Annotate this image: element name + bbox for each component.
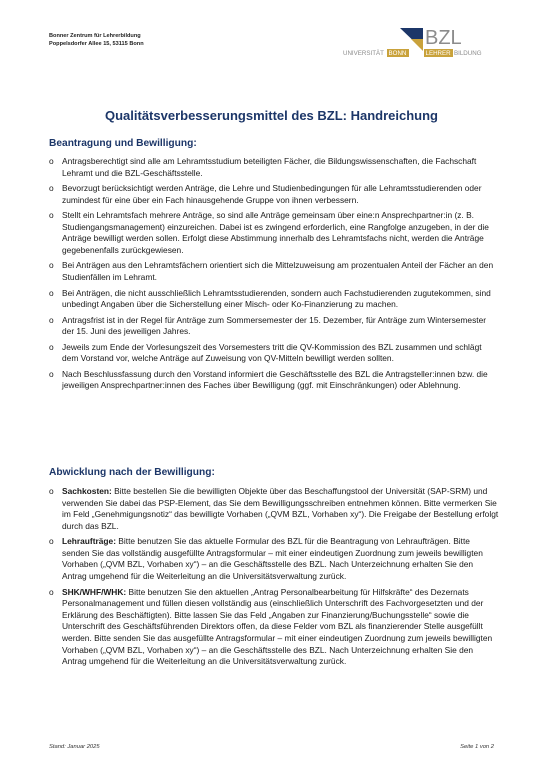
list-item-text: Antragsberechtigt sind alle am Lehramtsstudium beteiligten Fächer, die Bildungswissenschaften, die Fachschaft Lehramt und die BZL-Geschäftsstelle. [62, 156, 477, 178]
list-item [49, 156, 499, 179]
list-item [49, 342, 499, 365]
logo-triangle-gold [411, 39, 423, 51]
list-item [49, 288, 499, 311]
footer-date: Stand: Januar 2025 [49, 744, 100, 750]
list-item-text: Nach Beschlussfassung durch den Vorstand informiert die Geschäftsstelle des BZL die Antragsteller:innen bzw. die jeweiligen Ansprechpartner:innen des Faches über Bewilligung (ggf. mit Einschränkungen) oder Ablehnung. [62, 368, 488, 391]
list-item-label: Sachkosten: [62, 486, 112, 496]
application-list [49, 156, 499, 396]
processing-list [49, 486, 499, 672]
bullet-icon: o [49, 314, 54, 325]
list-item-text: Antragsfrist ist in der Regel für Anträge zum Sommersemester der 15. Dezember, für Anträge zum Wintersemester der 15. Juni des jeweiligen Jahres. [62, 314, 487, 337]
bullet-icon: o [49, 287, 54, 298]
list-item [49, 183, 499, 206]
list-item-text: Bitte benutzen Sie das aktuelle Formular des BZL für die Beantragung von Lehraufträgen. Bitte senden Sie das vollständig ausgefüllte Antragsformular – mit einer eindeutigen Zuordnung zum jeweils bewilligten Vorhaben („QVM BZL, Vorhaben xy“) – an die Geschäftsstelle des BZL. Nach Unterzeichnung erhalten Sie den Antrag umgehend für die Weiterleitung an die Universitätsverwaltung zurück. [62, 536, 483, 582]
list-item-text: Jeweils zum Ende der Vorlesungszeit des Vorsemesters tritt die QV-Kommission des BZL zusammen und schlägt dem Vorstand vor, welche Anträge auf Zuweisung von QV-Mitteln bewilligt werden sollten. [62, 341, 482, 364]
list-item-text: Bitte bestellen Sie die bewilligten Objekte über das Beschaffungstool der Universität (SAP-SRM) und verwenden Sie dabei das PSP-Element, das Sie dem Bewilligungsschreiben entnehmen können. Bitte vermerken Sie im Feld „Genehmigungsnotiz“ das bewilligte Vorhaben („QVM BZL, Vorhaben xy“). Die Freigabe der Bestellung erfolgt durch das BZL. [62, 486, 499, 531]
bzl-logo [343, 24, 493, 58]
list-item-text: Bitte benutzen Sie den aktuellen „Antrag Personalbearbeitung für Hilfskräfte“ des Dezernats Personalmanagement und füllen diesen vollständig aus (einschließlich Unterschrift des Fachvorgesetzten und der Erklärung des Beschäftigten). Bitte lassen Sie das Feld „Angaben zur Finanzierung/Buchungsstelle“ sowie die Unterschrift des Geschäftsführenden Direktors offen, da diese Felder vom BZL als finanzierender Stelle ausgefüllt werden. Bitte senden Sie das ausgefüllte Antragsformular – mit einer eindeutigen Zuordnung zum jeweils bewilligten Vorhaben („QVM BZL, Vorhaben xy“) – an die Geschäftsstelle des BZL. Nach Unterzeichnung erhalten Sie den Antrag umgehend für die Weiterleitung an die Universitätsverwaltung zurück. [62, 586, 493, 667]
bullet-icon: o [49, 368, 54, 379]
logo-lehrer-text: LEHRER [425, 50, 451, 57]
list-item [49, 260, 499, 283]
address-line-street: Poppelsdorfer Allee 15, 53115 Bonn [49, 41, 144, 47]
bullet-icon: o [49, 210, 54, 221]
list-item-text: Bevorzugt berücksichtigt werden Anträge, die Lehre und Studienbedingungen für alle Lehramtsstudierenden oder zumindest für eine über ein Fach hinausgehende Gruppe von ihnen verbessern. [62, 183, 482, 205]
list-item [49, 315, 499, 338]
list-item [49, 587, 499, 668]
bullet-icon: o [49, 183, 54, 194]
logo-university-text: UNIVERSITÄT [343, 50, 384, 57]
bullet-icon: o [49, 260, 54, 271]
list-item-text: Stellt ein Lehramtsfach mehrere Anträge, so sind alle Anträge gemeinsam über eine:n Ansprechpartner:in (z. B. Studiengangsmanagement) einzureichen. Dabei ist es zwingend erforderlich, eine Rangfolge anzugeben, in der die Anträge bewilligt werden sollen. Erfolgt diese Abstimmung innerhalb des Lehramtsfachs nicht, werden die Anträge gegebenenfalls zurückgewiesen. [62, 210, 489, 255]
list-item-label: SHK/WHF/WHK: [62, 586, 127, 597]
logo-bildung-text: BILDUNG [454, 50, 482, 57]
bullet-icon: o [49, 586, 54, 597]
logo-bonn-text: BONN [388, 50, 407, 57]
list-item-text: Bei Anträgen, die nicht ausschließlich Lehramtsstudierenden, sondern auch Fachstudierenden zugutekommen, sind unbedingt Angaben über die Sicherstellung einer Misch- oder Ko-Finanzierung zu machen. [62, 287, 491, 310]
list-item [49, 369, 499, 392]
list-item [49, 210, 499, 256]
list-item-text: Bei Anträgen aus den Lehramtsfächern orientiert sich die Mittelzuweisung am prozentualen Anteil der Fächer an den Studienfällen im Lehramt. [62, 260, 494, 283]
bullet-icon: o [49, 156, 54, 166]
list-item [49, 536, 499, 582]
address-line-institution: Bonner Zentrum für Lehrerbildung [49, 33, 141, 39]
list-item-label: Lehraufträge: [62, 536, 116, 547]
logo-main-text: BZL [425, 27, 462, 49]
footer-page-number: Seite 1 von 2 [460, 744, 494, 750]
sender-address [49, 32, 144, 48]
list-item [49, 486, 499, 532]
bullet-icon: o [49, 536, 54, 547]
bullet-icon: o [49, 486, 54, 496]
section-heading-processing: Abwicklung nach der Bewilligung: [49, 467, 215, 478]
section-heading-application: Beantragung und Bewilligung: [49, 138, 197, 149]
document-title: Qualitätsverbesserungsmittel des BZL: Handreichung [104, 108, 439, 123]
bullet-icon: o [49, 341, 54, 352]
